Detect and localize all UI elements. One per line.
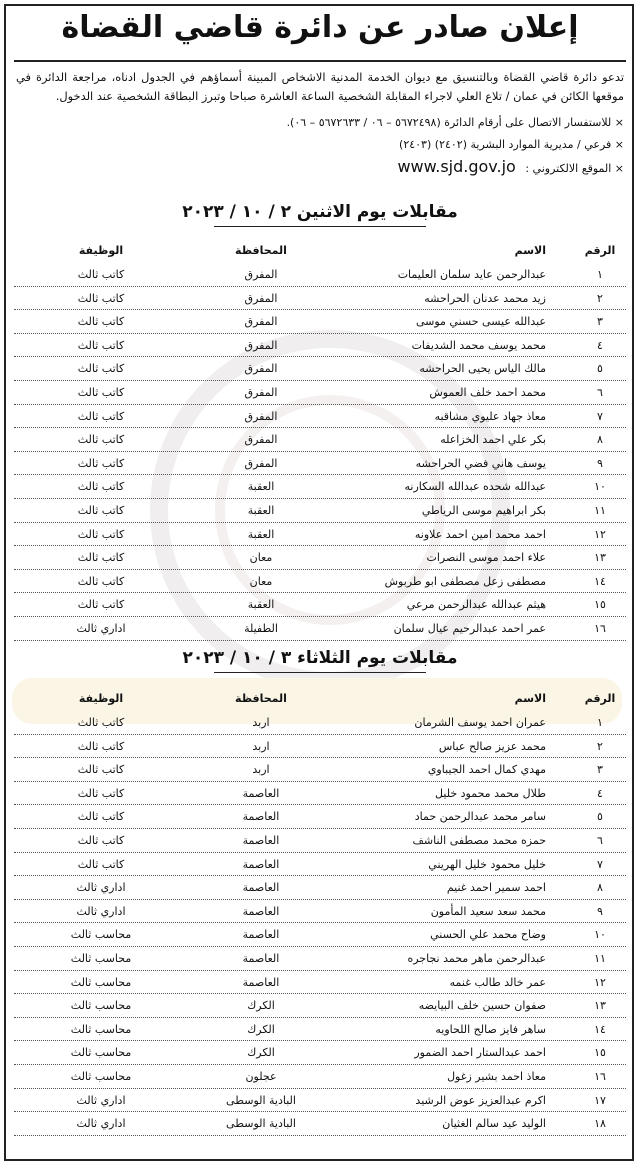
row-governorate: المفرق — [244, 456, 278, 470]
table-row — [14, 1066, 626, 1090]
row-separator — [14, 828, 626, 829]
row-separator — [14, 757, 626, 758]
row-job: اداري ثالث — [76, 1117, 126, 1131]
row-number: ١٦ — [594, 621, 606, 635]
table-row — [14, 995, 626, 1019]
page-title: إعلان صادر عن دائرة قاضي القضاة — [61, 10, 579, 45]
table-row — [14, 382, 626, 406]
row-name: الوليد عيد سالم الغثيان — [442, 1117, 546, 1131]
day2-table — [14, 688, 626, 1137]
table-row — [14, 901, 626, 925]
row-name: هيثم عبدالله عبدالرحمن مرعي — [406, 598, 546, 612]
row-separator — [14, 1017, 626, 1018]
table-header — [14, 240, 626, 264]
row-governorate: معان — [249, 551, 273, 565]
header-governorate: المحافظة — [235, 244, 287, 257]
row-job: محاسب ثالث — [70, 975, 132, 989]
table-row — [14, 288, 626, 312]
row-number: ٢ — [597, 291, 603, 305]
row-name: عمر احمد عبدالرحيم عيال سلمان — [393, 621, 546, 635]
row-job: كاتب ثالث — [77, 268, 125, 281]
row-separator — [14, 1111, 626, 1112]
row-job: كاتب ثالث — [77, 456, 125, 470]
row-job: كاتب ثالث — [77, 338, 125, 352]
row-separator — [14, 922, 626, 923]
row-governorate: العقبة — [247, 503, 275, 517]
row-governorate: المفرق — [244, 433, 278, 447]
row-governorate: العاصمة — [242, 881, 280, 895]
row-job: اداري ثالث — [76, 881, 126, 895]
row-separator — [14, 616, 626, 617]
table-row — [14, 594, 626, 618]
row-job: كاتب ثالث — [77, 315, 125, 329]
row-job: كاتب ثالث — [77, 833, 125, 847]
table-row — [14, 429, 626, 453]
row-separator — [14, 1064, 626, 1065]
row-number: ٥ — [597, 810, 603, 824]
table-row — [14, 1113, 626, 1137]
row-name: خليل محمود خليل الهريني — [428, 857, 546, 871]
row-number: ١٥ — [594, 598, 606, 612]
row-separator — [14, 286, 626, 287]
day2-heading-rule — [214, 672, 426, 673]
row-job: كاتب ثالث — [77, 574, 125, 588]
row-number: ٣ — [597, 315, 603, 329]
row-job: كاتب ثالث — [77, 480, 125, 494]
table-row — [14, 476, 626, 500]
row-name: معاذ جهاد عليوي مشاقبه — [434, 409, 546, 423]
table-row — [14, 972, 626, 996]
row-name: معاذ احمد بشير زغول — [447, 1069, 546, 1083]
row-governorate: اربد — [252, 763, 270, 777]
row-number: ٢ — [597, 739, 603, 753]
row-separator — [14, 899, 626, 900]
row-number: ١ — [597, 716, 603, 729]
intro-paragraph: تدعو دائرة قاضي القضاة وبالتنسيق مع ديوان الخدمة المدنية الاشخاص المبينة أسماؤهم في الجدول ادناه، مراجعة الدائرة في موقعها الكائن في عمان / تلاع العلي لاجراء المقابلة الشخصية الساعة العاشرة صباحا وتبرز البطاقة الشخصية عند الدخول. — [16, 70, 624, 103]
row-number: ٨ — [597, 433, 603, 447]
row-separator — [14, 404, 626, 405]
row-separator — [14, 640, 626, 641]
row-name: مالك الياس يحيى الحراحشه — [419, 362, 546, 376]
row-separator — [14, 1088, 626, 1089]
row-separator — [14, 1040, 626, 1041]
row-job: اداري ثالث — [76, 904, 126, 918]
table-row — [14, 524, 626, 548]
row-governorate: عجلون — [245, 1069, 277, 1083]
row-separator — [14, 522, 626, 523]
row-number: ٦ — [597, 385, 603, 399]
row-governorate: المفرق — [244, 385, 278, 399]
table-row — [14, 311, 626, 335]
table-row — [14, 547, 626, 571]
row-job: اداري ثالث — [76, 1093, 126, 1107]
row-number: ١٢ — [594, 527, 606, 541]
row-job: محاسب ثالث — [70, 1046, 132, 1060]
row-governorate: العاصمة — [242, 833, 280, 847]
row-separator — [14, 592, 626, 593]
table-row — [14, 783, 626, 807]
row-governorate: العاصمة — [242, 904, 280, 918]
title-divider — [14, 60, 626, 62]
table-row — [14, 453, 626, 477]
row-governorate: الطفيلة — [244, 621, 278, 635]
header-job: الوظيفة — [78, 244, 124, 257]
row-governorate: العاصمة — [242, 975, 280, 989]
header-number: الرقم — [584, 244, 616, 257]
row-job: كاتب ثالث — [77, 433, 125, 447]
row-separator — [14, 309, 626, 310]
row-name: ساهر فايز صالح اللحاويه — [435, 1022, 546, 1036]
row-governorate: العقبة — [247, 480, 275, 494]
row-job: كاتب ثالث — [77, 503, 125, 517]
row-name: زيد محمد عدنان الحراحشه — [424, 291, 546, 305]
row-job: محاسب ثالث — [70, 999, 132, 1013]
row-governorate: العاصمة — [242, 951, 280, 965]
row-name: محمد يوسف محمد الشديفات — [411, 338, 546, 352]
row-name: محمد احمد خلف العموش — [429, 385, 546, 399]
row-governorate: المفرق — [244, 315, 278, 329]
row-number: ١٨ — [594, 1117, 606, 1131]
row-separator — [14, 498, 626, 499]
header-name: الاسم — [514, 244, 546, 257]
row-governorate: معان — [249, 574, 273, 588]
row-number: ٤ — [597, 786, 603, 800]
header-name: الاسم — [514, 692, 546, 705]
row-name: صفوان حسين خلف البيايضه — [418, 999, 546, 1013]
header-job: الوظيفة — [78, 692, 124, 705]
row-number: ١١ — [594, 951, 606, 965]
row-job: كاتب ثالث — [77, 551, 125, 565]
row-name: احمد محمد امين احمد علاونه — [414, 527, 546, 541]
table-row — [14, 335, 626, 359]
row-job: كاتب ثالث — [77, 362, 125, 376]
row-name: محمد سعد سعيد المأمون — [430, 904, 546, 918]
row-name: عبدالله عيسى حسني موسى — [415, 315, 546, 329]
row-number: ١١ — [594, 503, 606, 517]
row-job: كاتب ثالث — [77, 739, 125, 753]
row-governorate: الكرك — [247, 1022, 275, 1036]
row-job: كاتب ثالث — [77, 786, 125, 800]
table-row — [14, 854, 626, 878]
row-number: ١٣ — [594, 551, 606, 565]
day2-heading: مقابلات يوم الثلاثاء ٣ / ١٠ / ٢٠٢٣ — [182, 648, 458, 668]
table-row — [14, 1019, 626, 1043]
row-name: علاء احمد موسى النصرات — [426, 551, 546, 565]
row-name: اكرم عبدالعزيز عوض الرشيد — [415, 1093, 546, 1107]
table-row — [14, 948, 626, 972]
row-number: ١٢ — [594, 975, 606, 989]
row-name: محمد عزيز صالح عباس — [438, 739, 546, 753]
table-row — [14, 358, 626, 382]
row-number: ١٥ — [594, 1046, 606, 1060]
row-number: ١٤ — [594, 1022, 606, 1036]
table-row — [14, 1090, 626, 1114]
row-governorate: العاصمة — [242, 857, 280, 871]
row-separator — [14, 451, 626, 452]
table-row — [14, 736, 626, 760]
row-number: ١٧ — [594, 1093, 606, 1107]
row-number: ١٦ — [594, 1069, 606, 1083]
row-name: حمزه محمد مصطفى الناشف — [412, 833, 546, 847]
row-governorate: المفرق — [244, 291, 278, 305]
row-job: محاسب ثالث — [70, 928, 132, 942]
day1-heading: مقابلات يوم الاثنين ٢ / ١٠ / ٢٠٢٣ — [182, 202, 458, 222]
row-name: بكر ابراهيم موسى الرياطي — [421, 503, 546, 517]
row-number: ١ — [597, 268, 603, 281]
row-separator — [14, 970, 626, 971]
row-number: ١٣ — [594, 999, 606, 1013]
table-row — [14, 830, 626, 854]
row-job: كاتب ثالث — [77, 716, 125, 729]
row-job: كاتب ثالث — [77, 291, 125, 305]
row-number: ٧ — [597, 857, 603, 871]
row-job: محاسب ثالث — [70, 1022, 132, 1036]
row-number: ٩ — [597, 456, 603, 470]
table-row — [14, 618, 626, 642]
row-separator — [14, 545, 626, 546]
row-number: ١٠ — [594, 928, 606, 942]
row-governorate: العقبة — [247, 598, 275, 612]
row-separator — [14, 875, 626, 876]
row-job: كاتب ثالث — [77, 385, 125, 399]
row-separator — [14, 380, 626, 381]
row-number: ١٤ — [594, 574, 606, 588]
row-number: ٦ — [597, 833, 603, 847]
table-row — [14, 806, 626, 830]
contact-block — [287, 112, 624, 178]
row-number: ٤ — [597, 338, 603, 352]
row-governorate: المفرق — [244, 362, 278, 376]
row-governorate: البادية الوسطى — [226, 1117, 296, 1131]
row-separator — [14, 946, 626, 947]
row-job: كاتب ثالث — [77, 857, 125, 871]
table-row — [14, 877, 626, 901]
row-separator — [14, 781, 626, 782]
row-governorate: اربد — [252, 716, 270, 729]
row-governorate: البادية الوسطى — [226, 1093, 296, 1107]
table-row — [14, 500, 626, 524]
day1-heading-rule — [214, 226, 426, 227]
day1-table — [14, 240, 626, 642]
row-name: عبدالرحمن ماهر محمد نجاجره — [407, 951, 546, 965]
header-number: الرقم — [584, 692, 616, 705]
row-name: عمران احمد يوسف الشرمان — [414, 716, 546, 729]
row-governorate: المفرق — [244, 409, 278, 423]
row-separator — [14, 427, 626, 428]
row-separator — [14, 333, 626, 334]
row-job: كاتب ثالث — [77, 763, 125, 777]
row-separator — [14, 356, 626, 357]
row-number: ٣ — [597, 763, 603, 777]
row-number: ١٠ — [594, 480, 606, 494]
table-row — [14, 571, 626, 595]
contact-extension: × فرعي / مديرية الموارد البشرية (٢٤٠٢) (٢٤٠٣) — [399, 138, 624, 151]
website-label: × الموقع الالكتروني : — [525, 162, 624, 175]
row-separator — [14, 569, 626, 570]
row-number: ٥ — [597, 362, 603, 376]
row-governorate: العاصمة — [242, 810, 280, 824]
table-row — [14, 406, 626, 430]
row-governorate: المفرق — [244, 268, 278, 281]
table-row — [14, 924, 626, 948]
table-header — [14, 688, 626, 712]
row-number: ٨ — [597, 881, 603, 895]
row-separator — [14, 474, 626, 475]
table-row — [14, 1042, 626, 1066]
row-separator — [14, 993, 626, 994]
row-job: كاتب ثالث — [77, 810, 125, 824]
website-url[interactable]: www.sjd.gov.jo — [397, 157, 516, 176]
row-separator — [14, 804, 626, 805]
row-governorate: العقبة — [247, 527, 275, 541]
row-governorate: العاصمة — [242, 786, 280, 800]
contact-website — [287, 156, 624, 178]
row-name: مهدي كمال احمد الجيباوي — [427, 763, 546, 777]
row-governorate: المفرق — [244, 338, 278, 352]
row-job: اداري ثالث — [76, 621, 126, 635]
row-job: محاسب ثالث — [70, 1069, 132, 1083]
row-number: ٧ — [597, 409, 603, 423]
row-job: كاتب ثالث — [77, 409, 125, 423]
row-name: سامر محمد عبدالرحمن حماد — [414, 810, 546, 824]
header-governorate: المحافظة — [235, 692, 287, 705]
row-name: احمد سمير احمد غنيم — [446, 881, 546, 895]
row-job: كاتب ثالث — [77, 527, 125, 541]
row-governorate: العاصمة — [242, 928, 280, 942]
contact-phone: × للاستفسار الاتصال على أرقام الدائرة (٥٦٧٢٤٩٨ – ٠٦ / ٥٦٧٢٦٣٣ – ٠٦). — [286, 116, 624, 129]
row-job: محاسب ثالث — [70, 951, 132, 965]
table-row — [14, 712, 626, 736]
row-name: يوسف هاني فضي الحراحشه — [415, 456, 546, 470]
row-name: بكر علي احمد الخزاعله — [440, 433, 546, 447]
row-governorate: الكرك — [247, 1046, 275, 1060]
row-name: عبدالرحمن عايد سلمان العليمات — [397, 268, 546, 281]
table-row — [14, 759, 626, 783]
row-name: طلال محمد محمود خليل — [435, 786, 546, 800]
row-separator — [14, 852, 626, 853]
row-separator — [14, 1135, 626, 1136]
row-number: ٩ — [597, 904, 603, 918]
row-name: وضاح محمد علي الحسني — [430, 928, 546, 942]
row-name: مصطفى زعل مصطفى ابو طربوش — [384, 574, 546, 588]
row-separator — [14, 734, 626, 735]
row-governorate: الكرك — [247, 999, 275, 1013]
table-row — [14, 264, 626, 288]
row-governorate: اربد — [252, 739, 270, 753]
row-name: عمر خالد طالب غنمه — [449, 975, 546, 989]
row-name: عبدالله شحده عبدالله السكارنه — [404, 480, 546, 494]
row-name: احمد عبدالستار احمد الضمور — [414, 1046, 546, 1060]
row-job: كاتب ثالث — [77, 598, 125, 612]
